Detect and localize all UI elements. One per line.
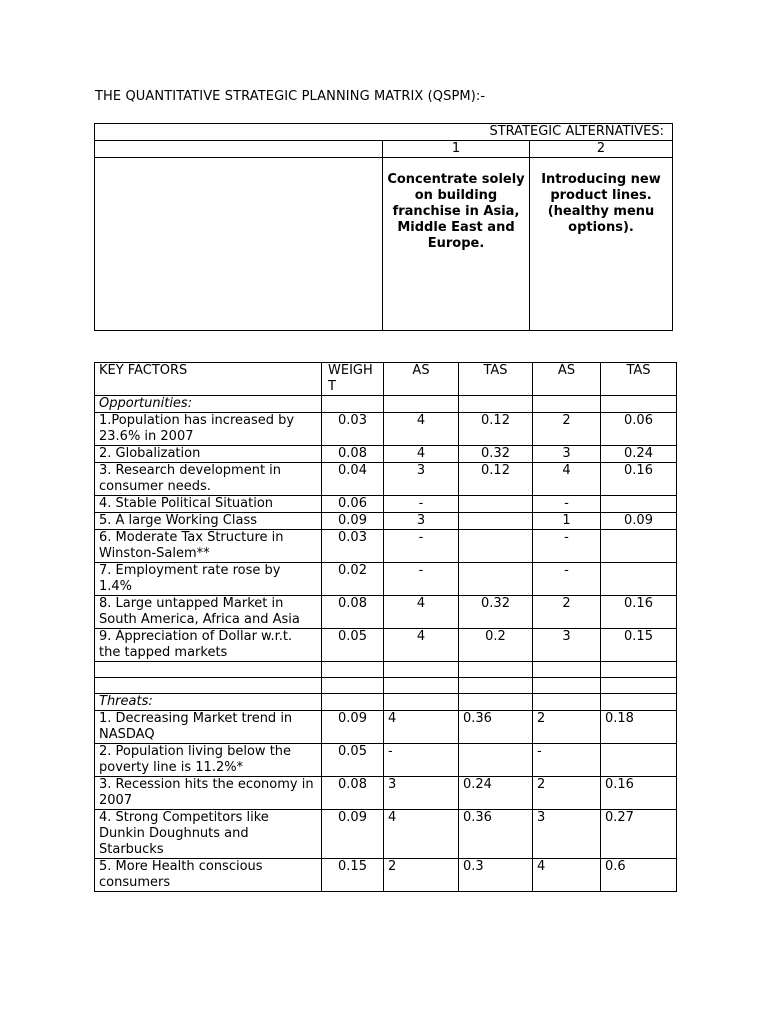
header-row <box>95 363 677 396</box>
as-1-cell: 3 <box>384 513 459 530</box>
key-factors-table <box>94 362 677 892</box>
as-2-cell: - <box>533 530 601 563</box>
empty-cell <box>322 694 384 711</box>
empty-cell <box>95 662 322 678</box>
header-weight: WEIGH T <box>322 363 384 396</box>
empty-cell <box>384 662 459 678</box>
weight-cell: 0.06 <box>322 496 384 513</box>
alternative-2-number: 2 <box>530 141 673 158</box>
tas-2-cell: 0.16 <box>601 777 677 810</box>
empty-cell <box>601 396 677 413</box>
weight-cell: 0.08 <box>322 777 384 810</box>
opportunity-row <box>95 563 677 596</box>
tas-1-cell: 0.32 <box>459 446 533 463</box>
as-2-cell: 1 <box>533 513 601 530</box>
opportunity-row <box>95 629 677 662</box>
as-2-cell: 3 <box>533 810 601 859</box>
tas-2-cell <box>601 744 677 777</box>
as-1-cell: - <box>384 563 459 596</box>
header-tas-1: TAS <box>459 363 533 396</box>
header-tas-2: TAS <box>601 363 677 396</box>
factor-cell: 7. Employment rate rose by 1.4% <box>95 563 322 596</box>
empty-cell <box>459 662 533 678</box>
tas-2-cell: 0.18 <box>601 711 677 744</box>
tas-1-cell: 0.3 <box>459 859 533 892</box>
opportunities-section <box>95 396 677 413</box>
alternatives-blank-desc-cell <box>95 158 383 331</box>
threat-row <box>95 711 677 744</box>
weight-cell: 0.04 <box>322 463 384 496</box>
empty-cell <box>322 662 384 678</box>
document-title: THE QUANTITATIVE STRATEGIC PLANNING MATRIX (QSPM):- <box>95 89 486 104</box>
as-1-cell: 3 <box>384 777 459 810</box>
weight-cell: 0.15 <box>322 859 384 892</box>
empty-cell <box>459 678 533 694</box>
empty-cell <box>384 678 459 694</box>
empty-cell <box>533 662 601 678</box>
blank-row <box>95 662 677 678</box>
alternatives-heading: STRATEGIC ALTERNATIVES: <box>95 124 673 141</box>
tas-1-cell: 0.12 <box>459 413 533 446</box>
threats-section-label: Threats: <box>95 694 322 711</box>
tas-2-cell: 0.15 <box>601 629 677 662</box>
empty-cell <box>459 694 533 711</box>
weight-cell: 0.02 <box>322 563 384 596</box>
tas-2-cell <box>601 496 677 513</box>
tas-1-cell <box>459 563 533 596</box>
as-1-cell: 2 <box>384 859 459 892</box>
empty-cell <box>459 396 533 413</box>
as-2-cell: 4 <box>533 463 601 496</box>
header-as-2: AS <box>533 363 601 396</box>
tas-2-cell <box>601 530 677 563</box>
strategic-alternatives-table <box>94 123 673 331</box>
as-1-cell: - <box>384 744 459 777</box>
opportunity-row <box>95 513 677 530</box>
blank-row <box>95 678 677 694</box>
as-2-cell: 4 <box>533 859 601 892</box>
tas-2-cell: 0.09 <box>601 513 677 530</box>
alternative-1-description: Concentrate solely on building franchise in Asia, Middle East and Europe. <box>383 158 530 331</box>
as-2-cell: 2 <box>533 711 601 744</box>
tas-1-cell: 0.36 <box>459 711 533 744</box>
tas-2-cell: 0.27 <box>601 810 677 859</box>
tas-1-cell <box>459 496 533 513</box>
empty-cell <box>95 678 322 694</box>
factor-cell: 1. Decreasing Market trend in NASDAQ <box>95 711 322 744</box>
alternative-1-number: 1 <box>383 141 530 158</box>
factor-cell: 9. Appreciation of Dollar w.r.t. the tapped markets <box>95 629 322 662</box>
empty-cell <box>601 678 677 694</box>
opportunity-row <box>95 496 677 513</box>
weight-cell: 0.08 <box>322 596 384 629</box>
as-2-cell: - <box>533 563 601 596</box>
as-2-cell: 2 <box>533 777 601 810</box>
opportunity-row <box>95 596 677 629</box>
weight-cell: 0.03 <box>322 413 384 446</box>
empty-cell <box>322 678 384 694</box>
factor-cell: 8. Large untapped Market in South America, Africa and Asia <box>95 596 322 629</box>
factor-cell: 3. Research development in consumer needs. <box>95 463 322 496</box>
tas-1-cell <box>459 530 533 563</box>
factor-cell: 5. A large Working Class <box>95 513 322 530</box>
weight-cell: 0.09 <box>322 711 384 744</box>
weight-cell: 0.08 <box>322 446 384 463</box>
as-2-cell: - <box>533 744 601 777</box>
tas-1-cell: 0.32 <box>459 596 533 629</box>
as-1-cell: 4 <box>384 810 459 859</box>
factor-cell: 4. Strong Competitors like Dunkin Doughnuts and Starbucks <box>95 810 322 859</box>
tas-2-cell: 0.6 <box>601 859 677 892</box>
weight-cell: 0.03 <box>322 530 384 563</box>
empty-cell <box>384 694 459 711</box>
as-2-cell: 3 <box>533 629 601 662</box>
as-1-cell: 4 <box>384 629 459 662</box>
opportunity-row <box>95 530 677 563</box>
opportunity-row <box>95 413 677 446</box>
factor-cell: 4. Stable Political Situation <box>95 496 322 513</box>
tas-2-cell: 0.16 <box>601 463 677 496</box>
alternative-2-description: Introducing new product lines. (healthy menu options). <box>530 158 673 331</box>
opportunity-row <box>95 446 677 463</box>
threat-row <box>95 859 677 892</box>
opportunities-section-label: Opportunities: <box>95 396 322 413</box>
tas-2-cell <box>601 563 677 596</box>
empty-cell <box>384 396 459 413</box>
tas-1-cell: 0.2 <box>459 629 533 662</box>
factor-cell: 5. More Health conscious consumers <box>95 859 322 892</box>
empty-cell <box>601 662 677 678</box>
as-1-cell: 4 <box>384 711 459 744</box>
threats-section <box>95 694 677 711</box>
tas-1-cell <box>459 513 533 530</box>
tas-1-cell: 0.12 <box>459 463 533 496</box>
as-1-cell: 4 <box>384 413 459 446</box>
factor-cell: 2. Globalization <box>95 446 322 463</box>
factor-cell: 2. Population living below the poverty line is 11.2%* <box>95 744 322 777</box>
tas-2-cell: 0.16 <box>601 596 677 629</box>
as-2-cell: 3 <box>533 446 601 463</box>
weight-cell: 0.05 <box>322 629 384 662</box>
opportunity-row <box>95 463 677 496</box>
empty-cell <box>601 694 677 711</box>
as-1-cell: 4 <box>384 446 459 463</box>
empty-cell <box>533 396 601 413</box>
as-2-cell: 2 <box>533 413 601 446</box>
tas-1-cell <box>459 744 533 777</box>
alternatives-blank-cell <box>95 141 383 158</box>
empty-cell <box>322 396 384 413</box>
weight-cell: 0.09 <box>322 513 384 530</box>
tas-1-cell: 0.36 <box>459 810 533 859</box>
threat-row <box>95 744 677 777</box>
as-1-cell: 4 <box>384 596 459 629</box>
tas-1-cell: 0.24 <box>459 777 533 810</box>
empty-cell <box>533 678 601 694</box>
as-2-cell: - <box>533 496 601 513</box>
as-1-cell: - <box>384 530 459 563</box>
factor-cell: 1.Population has increased by 23.6% in 2007 <box>95 413 322 446</box>
weight-cell: 0.05 <box>322 744 384 777</box>
tas-2-cell: 0.24 <box>601 446 677 463</box>
header-key-factors: KEY FACTORS <box>95 363 322 396</box>
empty-cell <box>533 694 601 711</box>
as-1-cell: 3 <box>384 463 459 496</box>
as-1-cell: - <box>384 496 459 513</box>
header-as-1: AS <box>384 363 459 396</box>
factor-cell: 3. Recession hits the economy in 2007 <box>95 777 322 810</box>
tas-2-cell: 0.06 <box>601 413 677 446</box>
threat-row <box>95 777 677 810</box>
as-2-cell: 2 <box>533 596 601 629</box>
factor-cell: 6. Moderate Tax Structure in Winston-Salem** <box>95 530 322 563</box>
threat-row <box>95 810 677 859</box>
weight-cell: 0.09 <box>322 810 384 859</box>
